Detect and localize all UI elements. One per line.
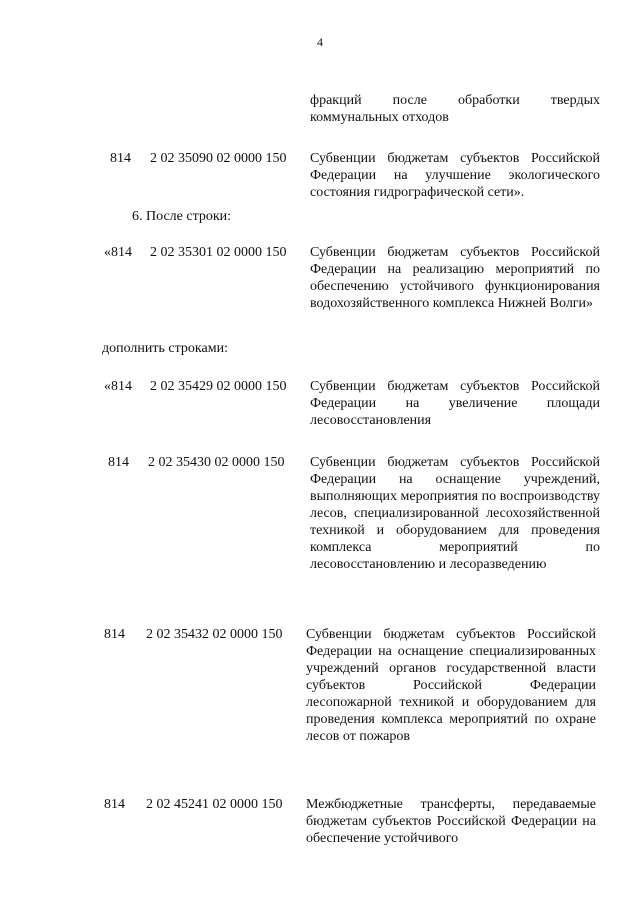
entry-text: Межбюджетные трансферты, передаваемые бюджетам субъектов Российской Федерации на обеспечение устойчивого (306, 797, 596, 846)
entry-kbk: 2 02 45241 02 0000 150 (146, 797, 283, 812)
entry-text: Субвенции бюджетам субъектов Российской Федерации на оснащение специализированных учреждений органов государственной власти субъектов Российской Федерации лесопожарной техникой и оборудованием для проведения комплекса мероприятий по охране лесов от пожаров (306, 627, 596, 744)
entry-code: 814 (104, 797, 125, 812)
page-number: 4 (317, 35, 323, 49)
entry-kbk: 2 02 35090 02 0000 150 (150, 151, 287, 166)
entry-code: «814 (104, 379, 132, 394)
entry-kbk: 2 02 35430 02 0000 150 (148, 455, 285, 470)
entry-text: Субвенции бюджетам субъектов Российской Федерации на реализацию мероприятий по обеспечению устойчивого функционирования водохозяйственного комплекса Нижней Волги» (310, 245, 600, 311)
instruction-6: 6. После строки: (132, 209, 232, 224)
entry-text: фракций после обработки твердых коммунальных отходов (310, 93, 600, 125)
instruction-add: дополнить строками: (102, 341, 228, 356)
entry-code: 814 (110, 151, 131, 166)
entry-code: 814 (104, 627, 125, 642)
entry-code: 814 (108, 455, 129, 470)
entry-code: «814 (104, 245, 132, 260)
entry-kbk: 2 02 35429 02 0000 150 (150, 379, 287, 394)
entry-text: Субвенции бюджетам субъектов Российской Федерации на увеличение площади лесовосстановления (310, 379, 600, 428)
entry-kbk: 2 02 35432 02 0000 150 (146, 627, 283, 642)
entry-kbk: 2 02 35301 02 0000 150 (150, 245, 287, 260)
entry-text: Субвенции бюджетам субъектов Российской Федерации на оснащение учреждений, выполняющих мероприятия по воспроизводству лесов, специализированной лесохозяйственной техникой и оборудованием для проведения комплекса мероприятий по лесовосстановлению и лесоразведению (310, 455, 600, 572)
entry-text: Субвенции бюджетам субъектов Российской Федерации на улучшение экологического состояния гидрографической сети». (310, 151, 600, 200)
